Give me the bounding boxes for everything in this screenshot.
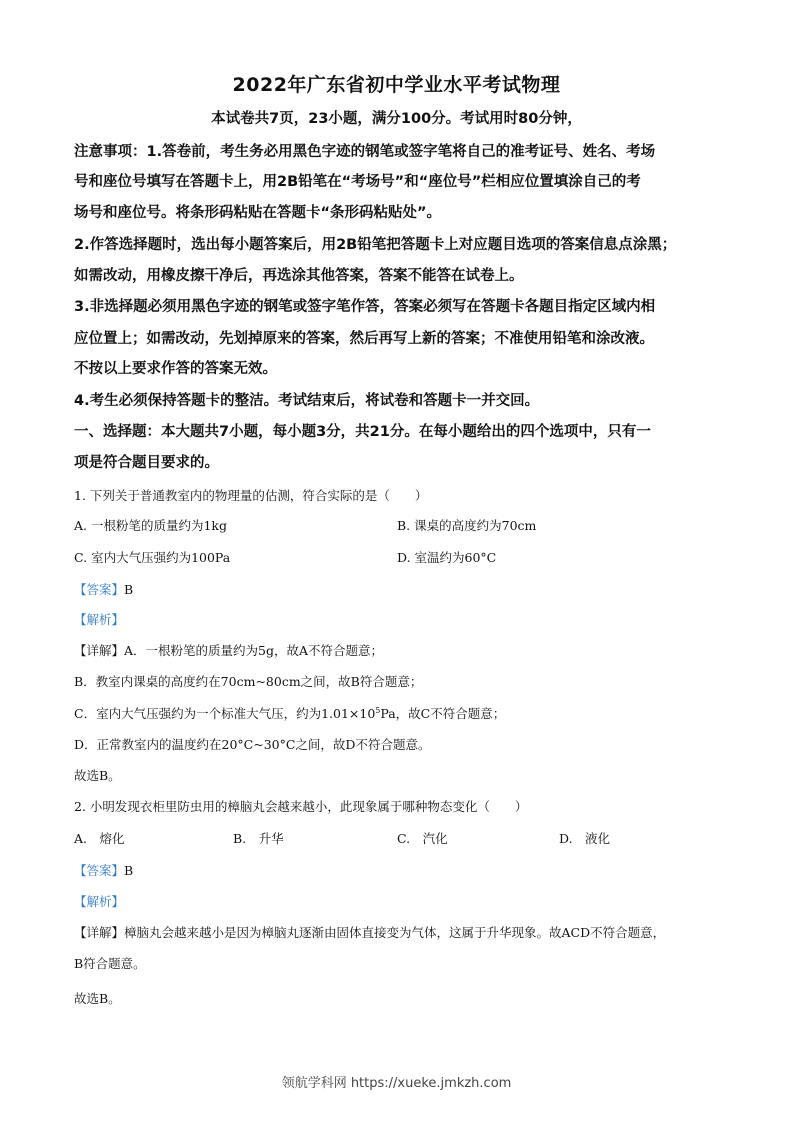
page-title: 2022年广东省初中学业水平考试物理 xyxy=(232,74,561,96)
q1-detail-a: 【详解】A．一根粉笔的质量约为5g，故A不符合题意； xyxy=(74,643,384,658)
section-heading: 项是符合题目要求的。 xyxy=(74,455,219,471)
q1-detail-b: B．教室内课桌的高度约在70cm~80cm之间，故B符合题意； xyxy=(74,674,423,689)
q2-option-a: A. 熔化 xyxy=(74,831,125,846)
q2-option-d: D. 液化 xyxy=(559,831,611,846)
analysis-tag: 【解析】 xyxy=(74,894,125,909)
q2-analysis xyxy=(74,892,734,910)
notes-line: 4.考生必须保持答题卡的整洁。考试结束后，将试卷和答题卡一并交回。 xyxy=(74,393,540,409)
page-subtitle: 本试卷共7页，23小题，满分100分。考试用时80分钟， xyxy=(211,111,582,127)
notes-line: 号和座位号填写在答题卡上，用2B铅笔在“考场号”和“座位号”栏相应位置填涂自己的考 xyxy=(74,174,641,190)
q2-option-c: C. 汽化 xyxy=(397,831,448,846)
q1-detail-d: D．正常教室内的温度约在20°C~30°C之间，故D不符合题意。 xyxy=(74,737,431,752)
notes-line: 2.作答选择题时，选出每小题答案后，用2B铅笔把答题卡上对应题目选项的答案信息点涂黑； xyxy=(74,237,677,253)
answer-value: B xyxy=(124,582,134,597)
q1-detail-c: C．室内大气压强约为一个标准大气压，约为$1.01\times 10^5Pa$，故C不符合题意； xyxy=(74,705,506,721)
notes-line: 应位置上；如需改动，先划掉原来的答案，然后再写上新的答案；不准使用铅笔和涂改液。 xyxy=(74,331,654,347)
section-heading: 一、选择题：本大题共7小题，每小题3分，共21分。在每小题给出的四个选项中，只有一 xyxy=(74,424,651,440)
answer-value: B xyxy=(124,863,134,878)
analysis-tag: 【解析】 xyxy=(74,612,125,627)
q1-analysis xyxy=(74,610,734,628)
detail-tag: 【详解】 xyxy=(74,925,125,940)
q2-stem: 2. 小明发现衣柜里防虫用的樟脑丸会越来越小，此现象属于哪种物态变化（ ） xyxy=(74,799,528,814)
q1-stem: 1. 下列关于普通教室内的物理量的估测，符合实际的是（ ） xyxy=(74,488,428,503)
q1-option-c: C. 室内大气压强约为100Pa xyxy=(74,550,231,565)
q2-conclusion: 故选B。 xyxy=(74,991,121,1006)
q1-option-a: A. 一根粉笔的质量约为1kg xyxy=(74,518,228,533)
q1-answer xyxy=(74,580,734,598)
notes-line: 不按以上要求作答的答案无效。 xyxy=(74,361,277,377)
notes-line: 注意事项：1.答卷前，考生务必用黑色字迹的钢笔或签字笔将自己的准考证号、姓名、考场 xyxy=(74,144,656,160)
answer-tag: 【答案】 xyxy=(74,863,125,878)
q1-conclusion: 故选B。 xyxy=(74,768,121,783)
q2-answer xyxy=(74,861,734,879)
notes-line: 场号和座位号。将条形码粘贴在答题卡“条形码粘贴处”。 xyxy=(74,205,442,221)
q2-option-b: B. 升华 xyxy=(233,831,284,846)
detail-tag: 【详解】 xyxy=(74,643,125,658)
notes-line: 如需改动，用橡皮擦干净后，再选涂其他答案，答案不能答在试卷上。 xyxy=(74,268,524,284)
q1-option-b: B. 课桌的高度约为70cm xyxy=(397,518,537,533)
notes-line: 3.非选择题必须用黑色字迹的钢笔或签字笔作答，答案必须写在答题卡各题目指定区域内相 xyxy=(74,299,656,315)
q2-detail: 【详解】樟脑丸会越来越小是因为樟脑丸逐渐由固体直接变为气体，这属于升华现象。故ACD不符合题意， xyxy=(74,925,666,940)
q1-option-d: D. 室温约为60°C xyxy=(397,550,497,565)
footer-watermark: 领航学科网 https://xueke.jmkzh.com xyxy=(281,1076,512,1091)
answer-tag: 【答案】 xyxy=(74,582,125,597)
q2-detail-cont: B符合题意。 xyxy=(74,956,146,971)
